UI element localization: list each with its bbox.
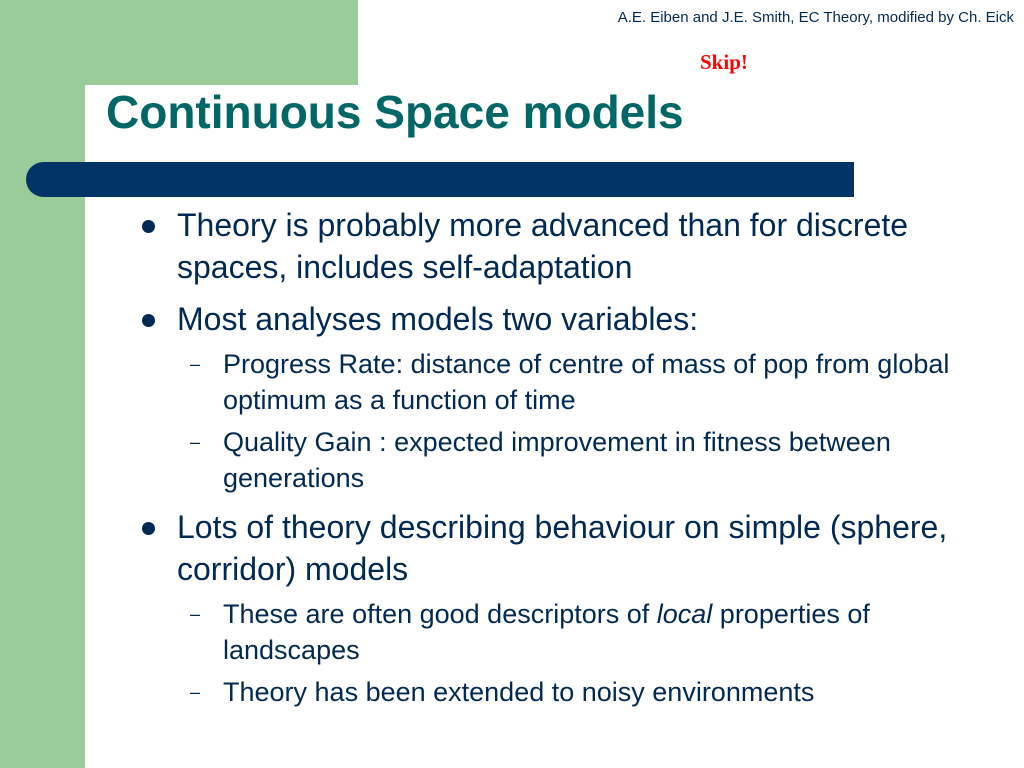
credit-line: A.E. Eiben and J.E. Smith, EC Theory, modified by Ch. Eick	[617, 9, 1014, 26]
sub-bullet-text: Progress Rate: distance of centre of mass of pop from global optimum as a function of time	[223, 349, 950, 415]
sub-bullet-item	[130, 424, 1010, 496]
sub-text-after: properties of landscapes	[223, 599, 870, 665]
slide-title: Continuous Space models	[106, 86, 684, 138]
title-divider-bar	[26, 162, 854, 197]
slide-body	[130, 200, 1010, 710]
sub-bullet-item	[130, 346, 1010, 418]
sub-bullet-text	[223, 599, 870, 665]
sub-bullet-item	[130, 596, 1010, 668]
sub-text-before: These are often good descriptors of	[223, 599, 657, 629]
bullet-text: Theory is probably more advanced than for discrete spaces, includes self-adaptation	[177, 207, 909, 285]
bullet-dot-icon	[142, 220, 155, 233]
dash-icon: –	[190, 604, 201, 624]
bullet-item	[130, 506, 1010, 590]
bullet-text: Lots of theory describing behaviour on simple (sphere, corridor) models	[177, 509, 948, 587]
dash-icon: –	[190, 354, 201, 374]
dash-icon: –	[190, 682, 201, 702]
left-green-bar	[0, 0, 85, 768]
sub-bullet-item	[130, 674, 1010, 710]
skip-link[interactable]: Skip!	[700, 50, 748, 74]
sub-bullet-text: Quality Gain : expected improvement in fitness between generations	[223, 427, 891, 493]
bullet-item	[130, 298, 1010, 340]
emphasis-local: local	[656, 599, 713, 629]
bullet-dot-icon	[142, 522, 155, 535]
bullet-text: Most analyses models two variables:	[177, 301, 699, 337]
top-green-bar	[85, 0, 358, 85]
bullet-item	[130, 204, 1010, 288]
dash-icon: –	[190, 432, 201, 452]
bullet-dot-icon	[142, 314, 155, 327]
sub-bullet-text: Theory has been extended to noisy environments	[223, 677, 815, 707]
